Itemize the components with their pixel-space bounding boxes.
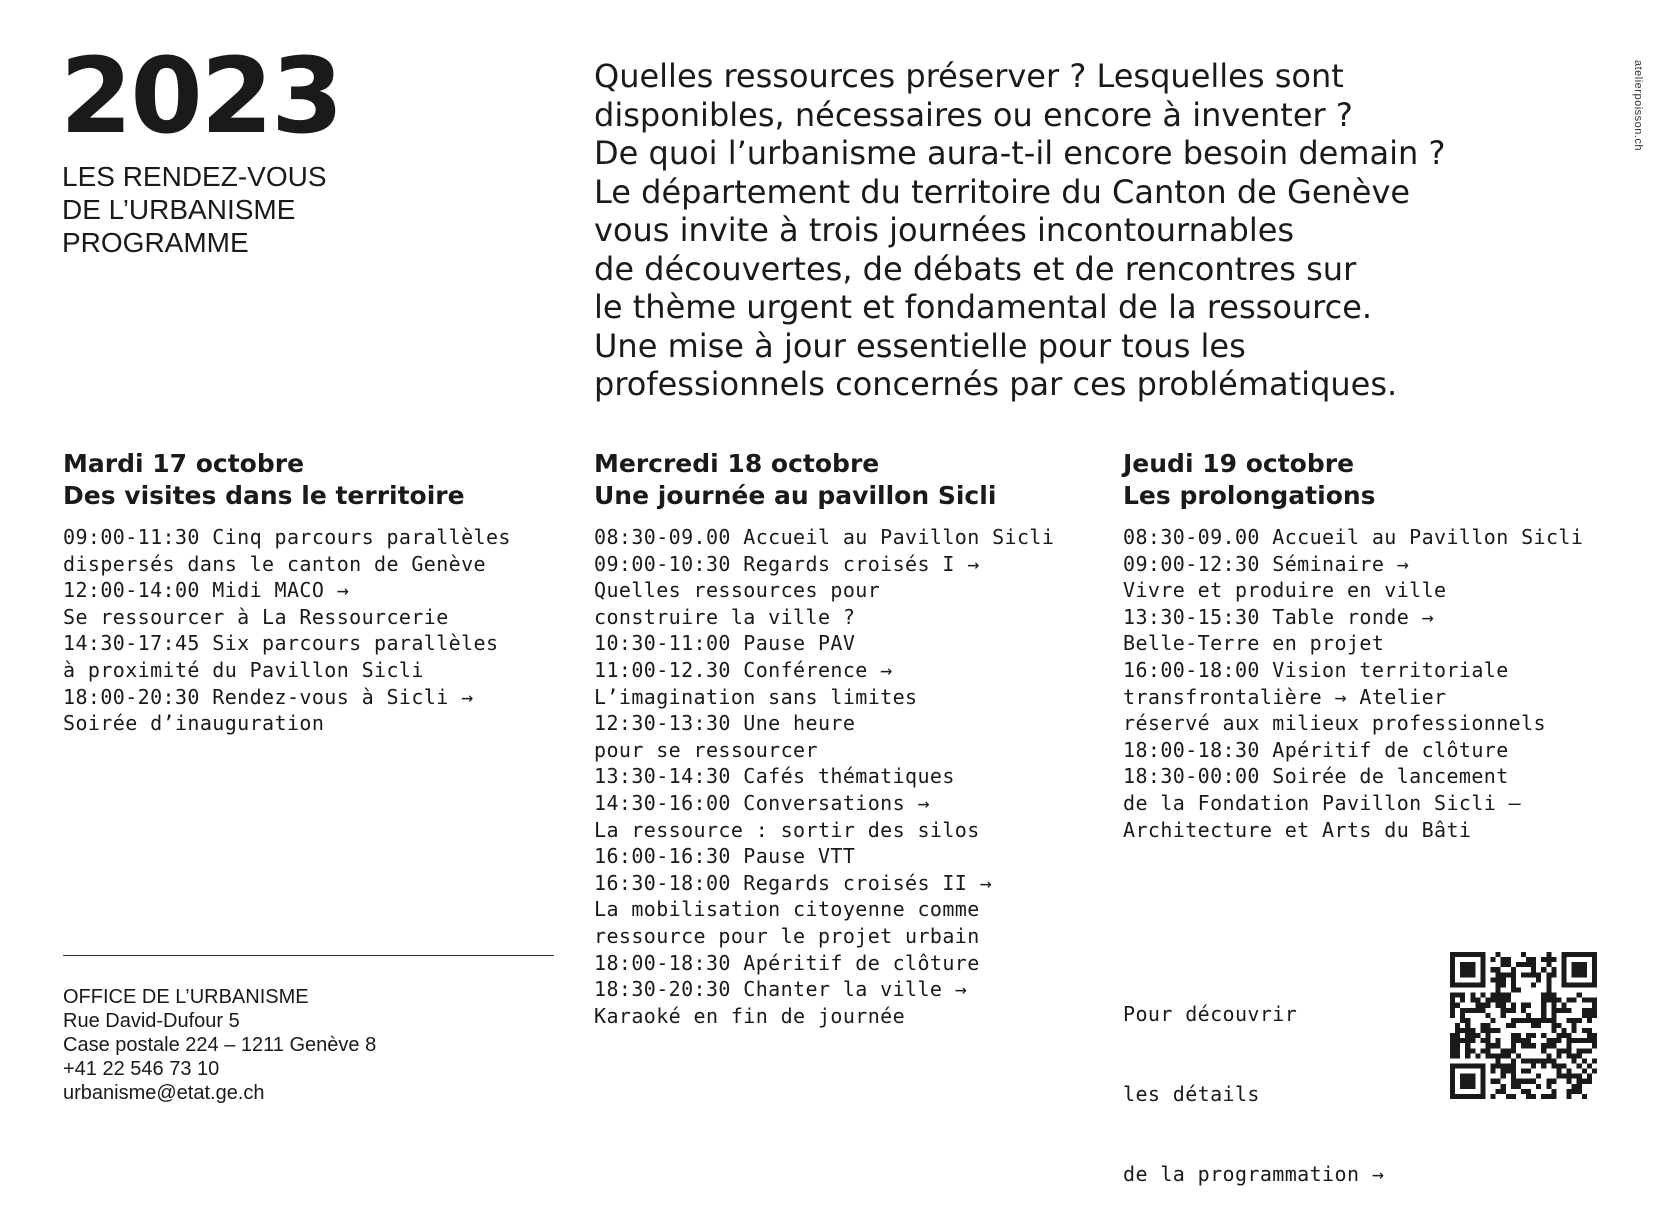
schedule-line: ressource pour le projet urbain [594, 923, 980, 948]
intro-paragraph [594, 57, 1574, 404]
event-title-line: PROGRAMME [62, 227, 249, 258]
schedule-line: de la Fondation Pavillon Sicli – [1123, 790, 1522, 815]
schedule-line: 09:00-10:30 Regards croisés I → [594, 551, 980, 576]
schedule-line: transfrontalière → Atelier [1123, 684, 1447, 709]
schedule-line: 16:30-18:00 Regards croisés II → [594, 870, 993, 895]
schedule-line: dispersés dans le canton de Genève [63, 551, 486, 576]
day-subtitle: Des visites dans le territoire [63, 481, 465, 510]
intro-line: le thème urgent et fondamental de la ressource. [594, 288, 1373, 326]
schedule-line: Architecture et Arts du Bâti [1123, 817, 1472, 842]
schedule-line: Quelles ressources pour [594, 578, 881, 603]
schedule-line: réservé aux milieux professionnels [1123, 711, 1546, 736]
qr-code-icon[interactable] [1450, 952, 1597, 1099]
day-heading [63, 448, 511, 512]
intro-line: De quoi l’urbanisme aura-t-il encore besoin demain ? [594, 134, 1446, 172]
schedule-line: L’imagination sans limites [594, 684, 918, 709]
day-column-tuesday [63, 448, 511, 737]
schedule-line: 11:00-12.30 Conférence → [594, 657, 893, 682]
schedule-line: Belle-Terre en projet [1123, 631, 1385, 656]
schedule-line: 14:30-17:45 Six parcours parallèles [63, 631, 499, 656]
schedule-line: 16:00-18:00 Vision territoriale [1123, 657, 1509, 682]
schedule-line: à proximité du Pavillon Sicli [63, 657, 424, 682]
schedule-list [63, 524, 511, 737]
schedule-line: pour se ressourcer [594, 737, 818, 762]
address-phone: +41 22 546 73 10 [63, 1058, 220, 1080]
day-column-thursday [1123, 448, 1583, 843]
schedule-line: 16:00-16:30 Pause VTT [594, 844, 856, 869]
schedule-line: 12:30-13:30 Une heure [594, 711, 856, 736]
address-postal: Case postale 224 – 1211 Genève 8 [63, 1034, 377, 1056]
discover-line: Pour découvrir [1123, 1002, 1298, 1027]
schedule-line: Vivre et produire en ville [1123, 578, 1447, 603]
day-date: Mardi 17 octobre [63, 449, 305, 478]
year-title: 2023 [60, 35, 342, 157]
discover-line: de la programmation → [1123, 1161, 1385, 1186]
address-email[interactable]: urbanisme@etat.ge.ch [63, 1082, 265, 1104]
address-street: Rue David-Dufour 5 [63, 1010, 240, 1032]
event-title-line: DE L’URBANISME [62, 194, 296, 225]
schedule-line: 13:30-14:30 Cafés thématiques [594, 764, 955, 789]
schedule-line: 18:00-18:30 Apéritif de clôture [594, 950, 980, 975]
day-column-wednesday [594, 448, 1054, 1029]
day-date: Jeudi 19 octobre [1123, 449, 1355, 478]
event-title [62, 160, 327, 259]
intro-line: vous invite à trois journées incontournables [594, 211, 1295, 249]
schedule-line: Soirée d’inauguration [63, 711, 325, 736]
schedule-line: 13:30-15:30 Table ronde → [1123, 604, 1435, 629]
schedule-list [594, 524, 1054, 1029]
day-heading [594, 448, 1054, 512]
designer-credit: atelierpoisson.ch [1632, 60, 1644, 152]
contact-address [63, 985, 376, 1105]
discover-line: les détails [1123, 1081, 1260, 1106]
schedule-line: 12:00-14:00 Midi MACO → [63, 578, 350, 603]
schedule-line: 09:00-11:30 Cinq parcours parallèles [63, 525, 511, 549]
day-subtitle: Une journée au pavillon Sicli [594, 481, 997, 510]
day-date: Mercredi 18 octobre [594, 449, 880, 478]
schedule-line: 10:30-11:00 Pause PAV [594, 631, 856, 656]
intro-line: Quelles ressources préserver ? Lesquelles sont [594, 57, 1344, 95]
address-office: OFFICE DE L’URBANISME [63, 986, 309, 1008]
schedule-line: 18:00-20:30 Rendez-vous à Sicli → [63, 684, 474, 709]
schedule-line: 14:30-16:00 Conversations → [594, 790, 930, 815]
schedule-line: 08:30-09.00 Accueil au Pavillon Sicli [1123, 525, 1584, 549]
schedule-line: La ressource : sortir des silos [594, 817, 980, 842]
discover-program-link[interactable] [1123, 948, 1384, 1214]
intro-line: Le département du territoire du Canton de Genève [594, 172, 1411, 211]
intro-line: de découvertes, de débats et de rencontres sur [594, 249, 1357, 288]
intro-line: disponibles, nécessaires ou encore à inventer ? [594, 95, 1353, 134]
schedule-line: 18:30-20:30 Chanter la ville → [594, 977, 968, 1002]
schedule-line: 09:00-12:30 Séminaire → [1123, 551, 1410, 576]
schedule-line: construire la ville ? [594, 604, 856, 629]
schedule-line: 08:30-09.00 Accueil au Pavillon Sicli [594, 525, 1055, 549]
day-subtitle: Les prolongations [1123, 481, 1376, 510]
schedule-list [1123, 524, 1583, 843]
schedule-line: Karaoké en fin de journée [594, 1003, 906, 1028]
intro-line: Une mise à jour essentielle pour tous les [594, 326, 1246, 365]
intro-line: professionnels concernés par ces problématiques. [594, 365, 1398, 403]
schedule-line: Se ressourcer à La Ressourcerie [63, 604, 449, 629]
day-heading [1123, 448, 1583, 512]
schedule-line: La mobilisation citoyenne comme [594, 897, 980, 922]
schedule-line: 18:30-00:00 Soirée de lancement [1123, 764, 1509, 789]
schedule-line: 18:00-18:30 Apéritif de clôture [1123, 737, 1509, 762]
event-title-line: LES RENDEZ-VOUS [62, 161, 327, 192]
divider-line [63, 955, 554, 956]
